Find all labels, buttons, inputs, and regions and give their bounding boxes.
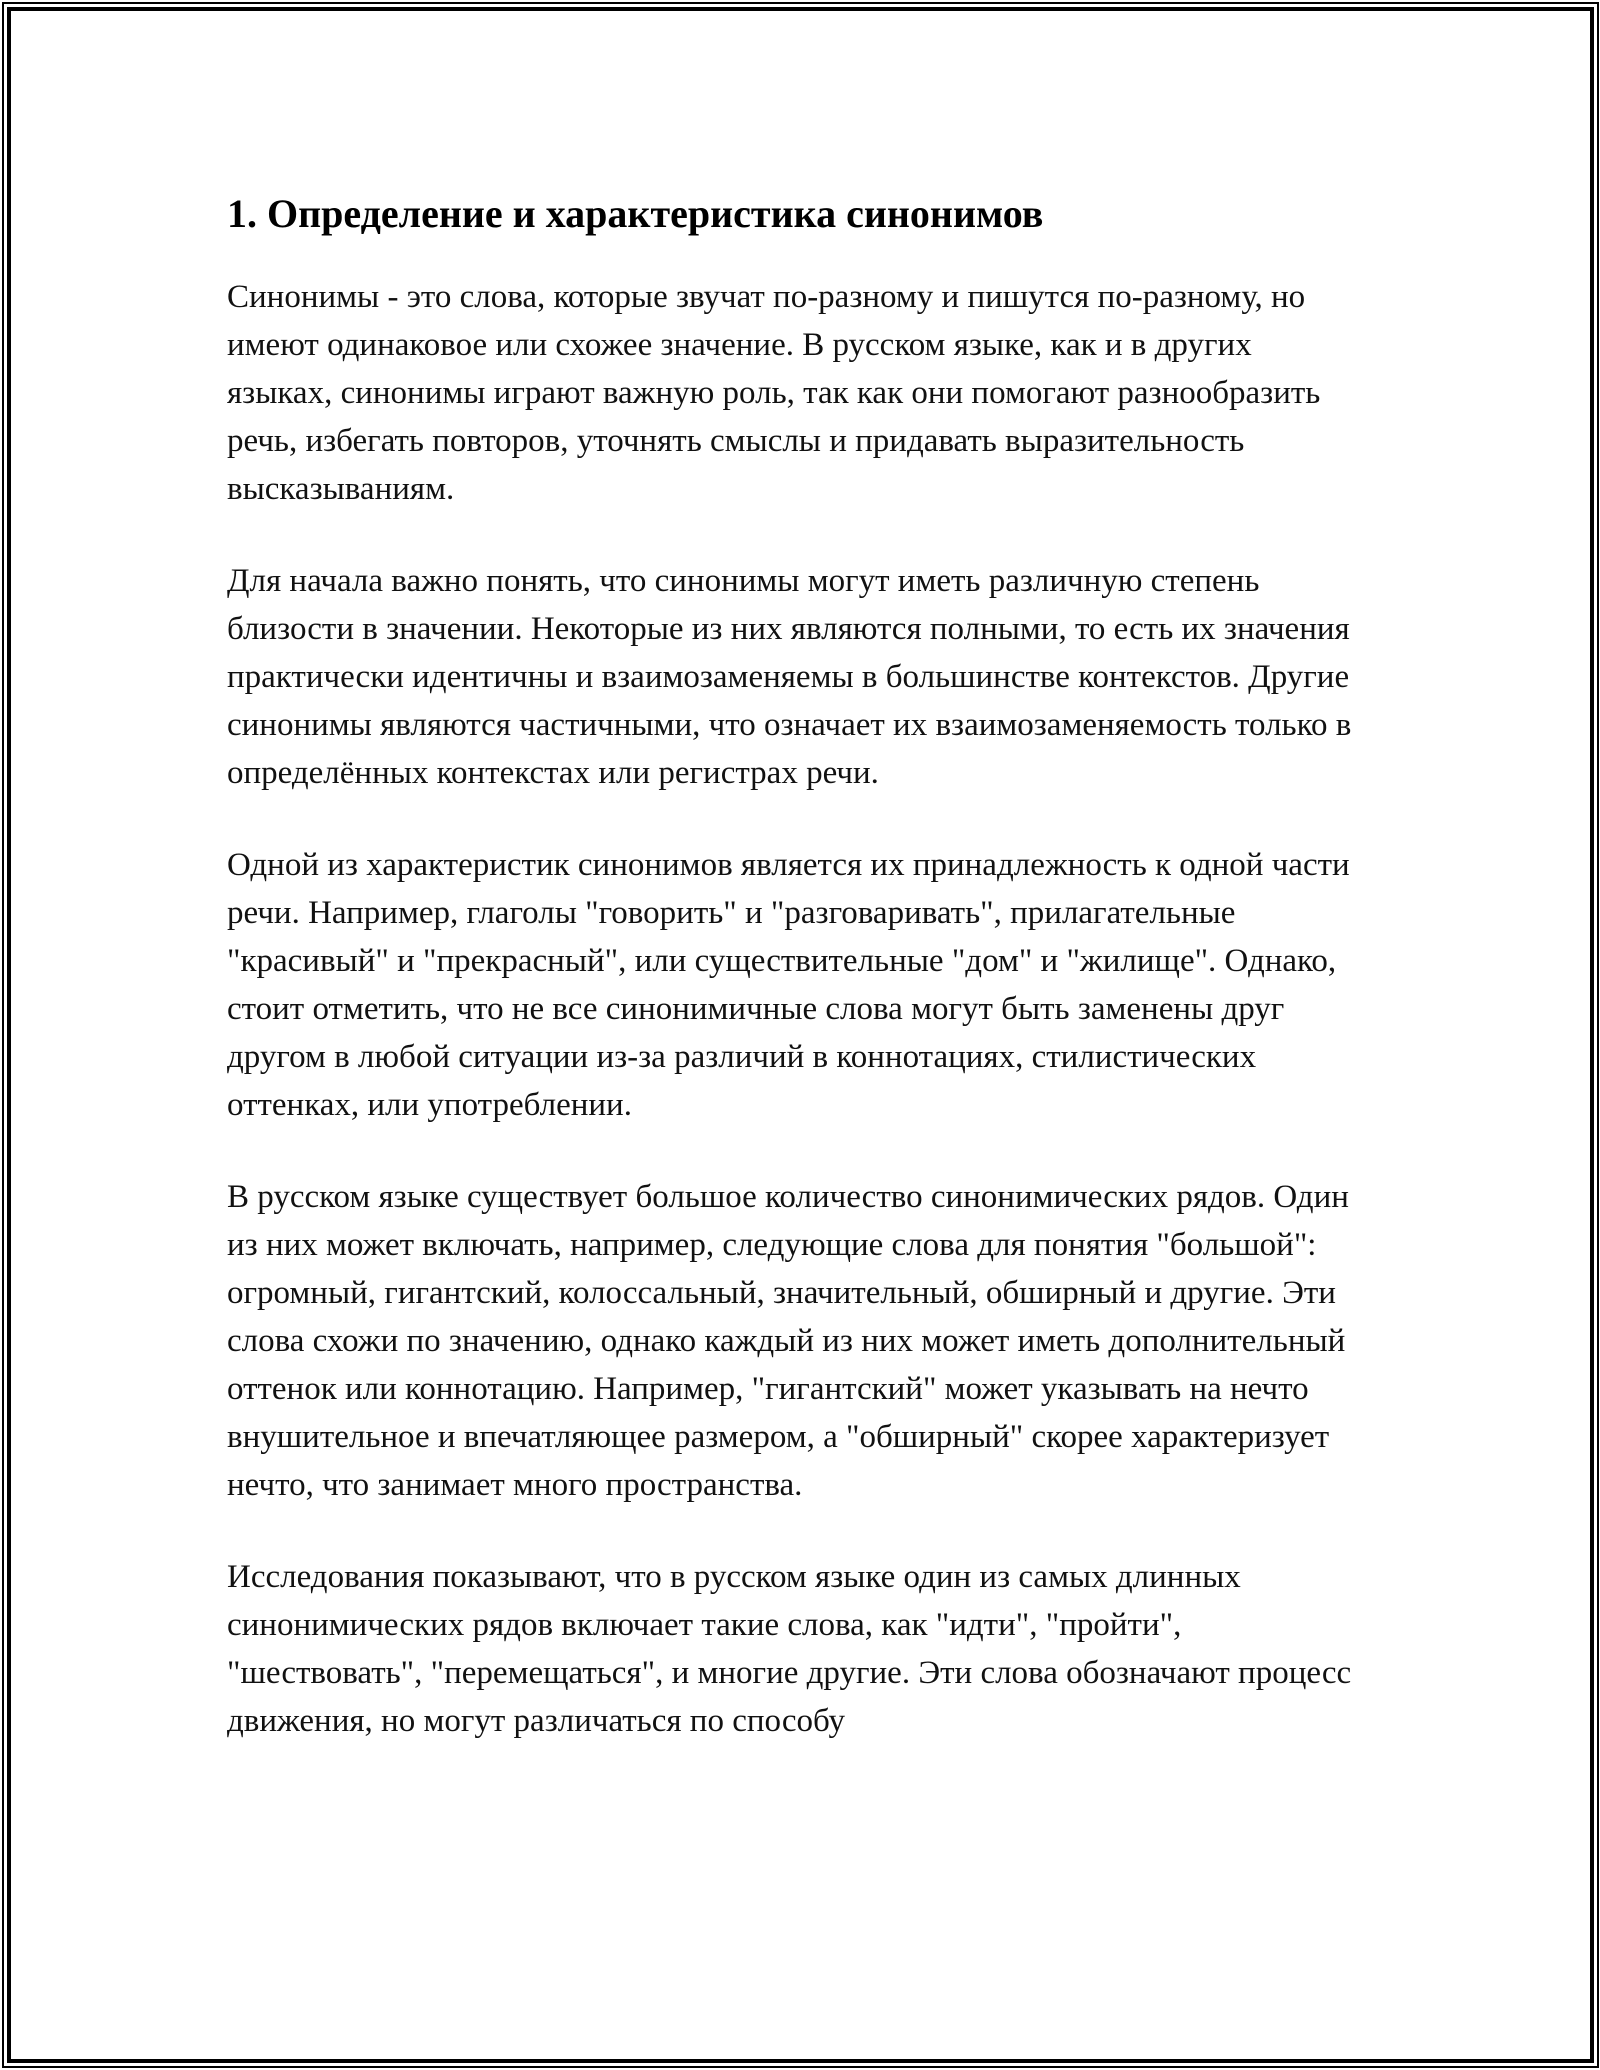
paragraph-intro-synonyms: Синонимы - это слова, которые звучат по-разному и пишутся по-разному, но имеют одинаковое или схожее значение. В русском языке, как и в других языках, синонимы играют важную роль, так как они помогают разнообразить речь, избегать повторов, уточнять смыслы и придавать выразительность высказываниям. [227,279,1321,507]
paragraph-research-longest-row: Исследования показывают, что в русском языке один из самых длинных синонимических рядов включает такие слова, как "идти", "пройти", "шествовать", "перемещаться", и многие другие. Эти слова обозначают процесс движения, но могут различаться по способу [227,1559,1352,1739]
paragraph-part-of-speech: Одной из характеристик синонимов является их принадлежность к одной части речи. Например, глаголы "говорить" и "разговаривать", прилагательные "красивый" и "прекрасный", или существительные "дом" и "жилище". Однако, стоит отметить, что не все синонимичные слова могут быть заменены друг другом в любой ситуации из-за различий в коннотациях, стилистических оттенках, или употреблении. [227,847,1350,1123]
section-heading: 1. Определение и характеристика синонимов [227,191,1044,236]
paragraph-synonym-rows: В русском языке существует большое количество синонимических рядов. Один из них может включать, например, следующие слова для понятия "большой": огромный, гигантский, колоссальный, значительный, обширный и другие. Эти слова схожи по значению, однако каждый из них может иметь дополнительный оттенок или коннотацию. Например, "гигантский" может указывать на нечто внушительное и впечатляющее размером, а "обширный" скорее характеризует нечто, что занимает много пространства. [227,1179,1349,1503]
document-content [227,0,1352,1789]
paragraph-degrees-of-closeness: Для начала важно понять, что синонимы могут иметь различную степень близости в значении. Некоторые из них являются полными, то есть их значения практически идентичны и взаимозаменяемы в большинстве контекстов. Другие синонимы являются частичными, что означает их взаимозаменяемость только в определённых контекстах или регистрах речи. [227,563,1352,791]
